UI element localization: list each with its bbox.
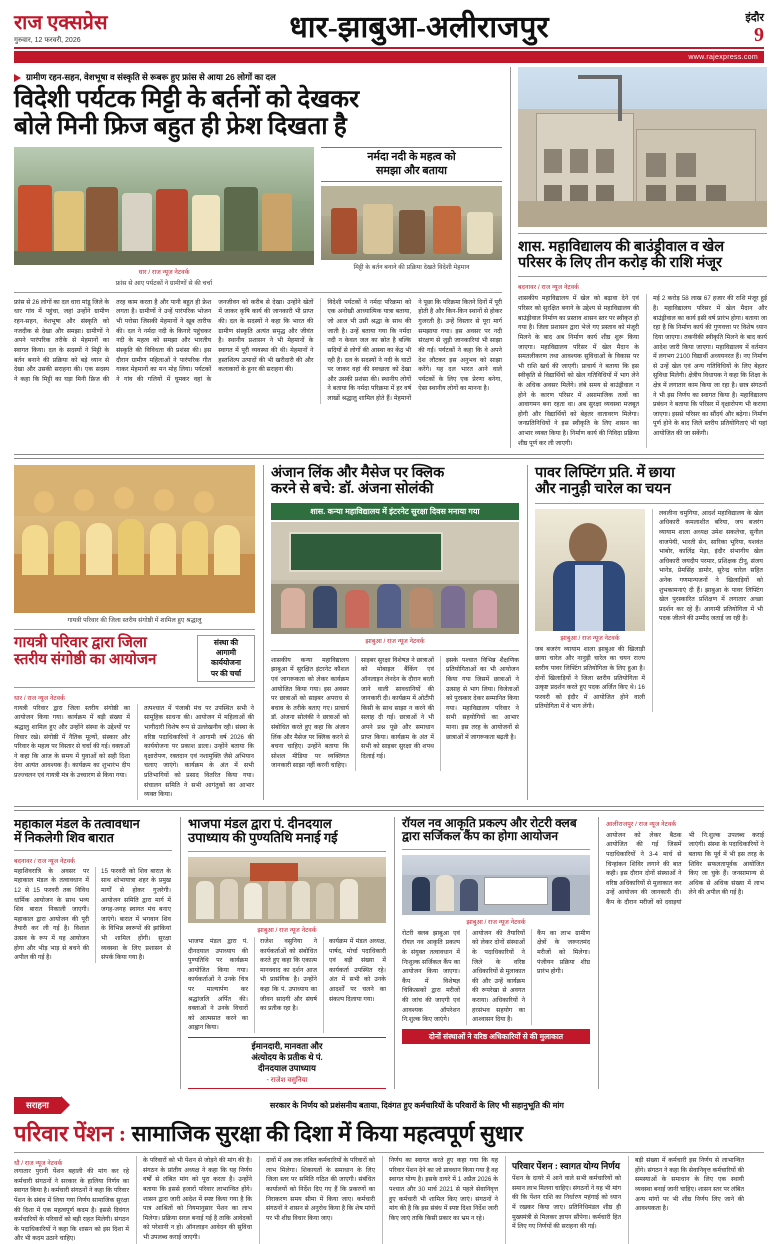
gayatri-headline-line2: स्तरीय संगोष्ठी का आयोजन [14,652,157,669]
bjp-quote-attrib: - राजेश वसुनिया [266,1077,308,1085]
powerlifting-story [527,465,764,800]
rotary-photo [402,855,590,915]
gayatri-story [14,465,255,800]
logo-date: गुरुवार, 12 फरवरी, 2026 [14,37,81,44]
edition-city: इंदौर [745,12,764,24]
lead-headline-line1: विदेशी पर्यटक मिट्टी के बर्तनों को देखकर [14,86,360,113]
feature-body-col2: के परिवारों को भी पेंशन से जोड़ने की मांग की है। संगठन के प्रांतीय अध्यक्ष ने कहा कि यह निर्णय वर्षों से लंबित मांग को पूरा करता है। उन्होंने बताया कि इससे हजारों परिवार लाभान्वित होंगे। शासन द्वारा जारी आदेश में स्पष्ट किया गया है कि पात्र आश्रितों को नियमानुसार पेंशन का लाभ मिलेगा। प्रक्रिया सरल बनाई गई है ताकि आवेदकों को परेशानी न हो। ऑनलाइन आवेदन की सुविधा भी उपलब्ध कराई जाएगी। [143,1157,252,1242]
lead-kicker-text: ग्रामीण रहन-सहन, वेशभूषा व संस्कृति से रूबरू हुए फ्रांस से आया 26 लोगों का दल [26,72,276,82]
shiv-body-col1: महाशिवरात्रि के अवसर पर महाकाल मंडल के तत्वावधान में 12 से 15 फरवरी तक विविध धार्मिक आयोजन के साथ भव्य शिव बारात निकाली जाएगी। महाकाल द्वारा आयोजन की पूरी तैयारी कर ली गई है। विशाल उत्सव के रूप में यह आयोजन होगा और भीड़ भाड़ से बचने की अपील की गई है। [14,867,89,962]
gayatri-headline-line1: गायत्री परिवार द्वारा जिला [14,635,147,652]
college-story [510,67,767,448]
rotary-body-col2: आयोजन की तैयारियों को लेकर दोनों संस्थाओं के पदाधिकारियों ने जिले के वरिष्ठ अधिकारियों से मुलाकात की और उन्हें कार्यक्रम की रूपरेखा से अवगत कराया। अधिकारियों ने हरसंभव सहयोग का आश्वासन दिया है। [472,929,525,1024]
feature-headline-black: सामाजिक सुरक्षा की दिशा में किया महत्वपूर्ण सुधार [131,1121,524,1147]
top-section [14,67,767,448]
edition-title: धार-झाबुआ-अलीराजपुर [289,11,549,44]
cyber-headline-line2: करने से बचे: डॉ. अंजना सोलंकी [270,481,434,498]
alirajpur-dateline: आलीराजपुर / राज न्यूज नेटवर्क [606,820,677,828]
logo-title: राज एक्सप्रेस [14,12,108,34]
rotary-redcap-l3: मुलाकात [539,1031,564,1041]
lead-photo-1-credit: धार / राज न्यूज नेटवर्क [138,268,190,276]
gayatri-box-l4: पर की चर्चा [210,668,242,678]
website-bar [14,51,764,63]
bjp-quote-l2: अंत्योदय के प्रतीक थे पं. [251,1052,323,1063]
college-body-col1: शासकीय महाविद्यालय में खेल को बढ़ावा देने एवं परिसर को सुरक्षित बनाने के उद्देश्य से महाविद्यालय की बाउंड्रीवाल निर्माण का प्रस्ताव शासन स्तर पर स्वीकृत हो गया है। जिला प्रशासन द्वारा भेजे गए प्रस्ताव को मंजूरी मिलने के बाद अब निर्माण कार्य शीघ्र शुरू किया जाएगा। महाविद्यालय परिसर में खेल मैदान के समतलीकरण तथा आवश्यक सुविधाओं के विकास पर भी राशि खर्च की जाएगी। प्राचार्य ने बताया कि इस स्वीकृति से विद्यार्थियों को खेल गतिविधियों में भाग लेने के अधिक अवसर मिलेंगे। लंबे समय से बाउंड्रीवाल न होने के कारण परिसर में असामाजिक तत्वों का आवागमन बना रहता था। अब सुरक्षा व्यवस्था मजबूत होगी और विद्यार्थियों को बेहतर वातावरण मिलेगा। जनप्रतिनिधियों ने इस स्वीकृति के लिए शासन का आभार व्यक्त किया है। निर्माण कार्य की निविदा प्रक्रिया शीघ्र पूर्ण कर ली जाएगी। [518,295,639,447]
lead-body-text: फ्रांस से 26 लोगों का दल धारा मांडू जिले के धार गांव में पहुंचा, जहां उन्होंने ग्रामीण रहन-सहन, वेशभूषा और संस्कृति को नजदीक से देखा और समझा। ग्रामीणों ने अपने पारंपरिक तरीके से मेहमानों का स्वागत किया। दल के सदस्यों ने मिट्टी के बर्तन बनाने की प्रक्रिया को बड़े ध्यान से देखा और उसकी सराहना की। एक सदस्य ने कहा कि मिट्टी का घड़ा मिनी फ्रिज की तरह काम करता है और पानी बहुत ही फ्रेश लगता है। ग्रामीणों ने उन्हें पारंपरिक भोजन भी परोसा जिसकी मेहमानों ने खूब तारीफ की। दल ने नर्मदा नदी के किनारे पहुंचकर नदी के महत्व को समझा और भारतीय संस्कृति की विविधता की प्रशंसा की। इस दौरान ग्रामीण महिलाओं ने पारंपरिक गीत गाकर मेहमानों का मन मोह लिया। पर्यटकों ने गांव की गलियों में घूमकर वहां के जनजीवन को करीब से देखा। उन्होंने खेतों में जाकर कृषि कार्य की जानकारी भी प्राप्त की। दल के सदस्यों ने कहा कि भारत की ग्रामीण संस्कृति अत्यंत समृद्ध और जीवंत है। स्थानीय प्रशासन ने भी मेहमानों के स्वागत में पूरी व्यवस्था की थी। मेहमानों ने हस्तशिल्प उत्पादों की भी खरीदारी की और कलाकारों के हुनर की सराहना की। [14,298,314,383]
rotary-redcap-l1: दोनों संस्थाओं ने वरिष्ठ [428,1031,488,1041]
power-headline-line2: और नानुड़ी चारेल का चयन [534,481,671,498]
bjp-quote-l3: दीनदयाल उपाध्याय [258,1063,316,1074]
power-body-col2: लवलीना चमुगिया, आदर्श महाविद्यालय के खेल अधिकारी कमलाशीत बरिया, जय बजरंग व्यायाम शाला अध्यक्ष उमेश सकलेचा, सुनील वाजपेयी, भारती सेन, सारिका भूरिया, यशवंत भाबोर, कालिंद्र मेड़ा, इंदौर संभागीय खेल अधिकारी जयदीप परमार, प्रशिक्षक टीनू, संजय भानेड, प्रेमसिंह डामोर, सुरेन्द्र चारेल सहित अनेक गणमान्यजनों ने खिलाड़ियों को शुभकामनाएं दी हैं। झाबुआ के पावर लिफ्टिंग खेल पुरस्कारित प्रशिक्षण में लगातार अच्छा प्रदर्शन कर रहे हैं। आगामी प्रतियोगिता में भी पदक जीतने की उम्मीद जताई जा रही है। [658,509,763,623]
lead-headline-line2: बोले मिनी फ्रिज बहुत ही फ्रेश दिखता है [14,113,347,141]
power-athlete-photo [535,509,645,631]
rotary-headline-line1: रॉयल नव आकृति प्रकल्प और रोटरी क्लब [402,815,577,830]
lead-sidebox-text: विदेशी पर्यटकों ने नर्मदा परिक्रमा को एक अनोखी आध्यात्मिक यात्रा बताया, जो आज भी उसी श्रद्धा के साथ की जाती है। उन्हें बताया गया कि नर्मदा नदी न केवल जल का स्रोत है बल्कि सदियों से लोगों की आस्था का केंद्र भी रही है। दल के सदस्यों ने नदी के घाटों पर जाकर वहां की स्वच्छता को देखा और उसकी प्रशंसा की। स्थानीय लोगों ने बताया कि नर्मदा परिक्रमा में हर वर्ष लाखों श्रद्धालु शामिल होते हैं। मेहमानों ने पूछा कि परिक्रमा कितने दिनों में पूरी होती है और किन-किन स्थानों से होकर गुजरती है। उन्हें विस्तार से पूरा मार्ग समझाया गया। इस अवसर पर नदी संरक्षण से जुड़ी जानकारियां भी साझा की गईं। पर्यटकों ने कहा कि वे अपने देश लौटकर इस अनुभव को साझा करेंगे। यह दल भारत आने वाले पर्यटकों के लिए एक प्रेरणा बनेगा, ऐसा स्थानीय लोगों का मानना है। [327,298,502,402]
college-body-col2: मई 2 करोड़ 58 लाख 67 हजार की राशि मंजूर हुई है। महाविद्यालय परिसर में खेल मैदान और बाउंड्रीवाल का कार्य इसी वर्ष प्रारंभ होगा। बताया जा रहा है कि निर्माण कार्य की गुणवत्ता पर विशेष ध्यान दिया जाएगा। तकनीकी स्वीकृति मिलने के बाद कार्य आदेश जारी किया जाएगा। महाविद्यालय में वर्तमान में लगभग 2100 विद्यार्थी अध्ययनरत हैं। नए निर्माण से उन्हें खेल एवं अन्य गतिविधियों के लिए बेहतर सुविधा मिलेगी। क्षेत्रीय विधायक ने कहा कि शिक्षा के क्षेत्र में लगातार काम किया जा रहा है। छात्र संगठनों ने भी इस निर्णय का स्वागत किया है। महाविद्यालय प्रबंधन ने बताया कि परिसर में वृक्षारोपण भी कराया जाएगा। इससे परिसर का सौंदर्य और बढ़ेगा। निर्माण पूर्ण होने के बाद जिले स्तरीय प्रतियोगिताएं भी यहां आयोजित की जा सकेंगी। [653,295,767,437]
feature-headline-red: परिवार पेंशन : [14,1121,127,1147]
cyber-photo [271,522,519,634]
feature-tag: सराहना [14,1097,61,1114]
middle-section [14,465,764,800]
gayatri-side-box [197,635,255,682]
lead-kicker [14,72,502,83]
gayatri-photo-caption: गायत्री परिवार की जिला स्तरीय संगोष्ठी में शामिल हुए श्रद्धालु [67,617,202,625]
lead-photo-2-caption: मिट्टी के बर्तन बनाने की प्रक्रिया देखते विदेशी मेहमान [353,264,470,272]
bjp-quote-box [188,1037,386,1089]
feature-body-col6: बड़ी संख्या में कर्मचारी इस निर्णय से लाभान्वित होंगे। संगठन ने कहा कि सेवानिवृत्त कर्मचारियों की समस्याओं के समाधान के लिए एक स्थायी व्यवस्था बनाई जानी चाहिए। शासन स्तर पर लंबित अन्य मांगों पर भी शीघ्र निर्णय लिए जाने की आवश्यकता है। [635,1157,744,1213]
sidebox-head-l1: नर्मदा नदी के महत्व को [367,150,456,163]
masthead [14,10,764,49]
feature-body-col1: लगातार पुरानी पेंशन बहाली की मांग कर रहे कर्मचारी संगठनों ने सरकार के हालिया निर्णय का स्वागत किया है। कर्मचारी संगठनों ने कहा कि परिवार पेंशन के संबंध में लिया गया निर्णय सामाजिक सुरक्षा की दिशा में एक महत्वपूर्ण कदम है। इससे दिवंगत कर्मचारियों के परिवारों को बड़ी राहत मिलेगी। संगठन के पदाधिकारियों ने कहा कि शासन को इस दिशा में और भी कदम उठाने चाहिए। [14,1168,129,1243]
gayatri-body-col1: गायत्री परिवार द्वारा जिला स्तरीय संगोष्ठी का आयोजन किया गया। कार्यक्रम में बड़ी संख्या में श्रद्धालु शामिल हुए और उन्होंने संस्था के उद्देश्यों पर विचार रखे। संगोष्ठी में नैतिक मूल्यों, संस्कार और परिवार के महत्व पर विस्तार से चर्चा की गई। वक्ताओं ने कहा कि आज के समय में युवाओं को सही दिशा देना अत्यंत आवश्यक है। कार्यक्रम का शुभारंभ दीप प्रज्ज्वलन एवं गायत्री मंत्र के उच्चारण से किया गया। [14,704,130,779]
alirajpur-story [598,817,764,1089]
college-headline-line2: परिसर के लिए तीन करोड़ की राशि मंजूर [518,255,722,272]
tag-arrow-icon [61,1096,70,1114]
rotary-photo-credit: झाबुआ / राज न्यूज नेटवर्क [466,918,526,926]
lead-photo-1 [14,147,314,265]
feature-body-col5: पेंशन के दायरे में आने वाले सभी कर्मचारियों को समान लाभ मिलना चाहिए। संगठनों ने यह भी मांग की कि पेंशन राशि का निर्धारण महंगाई को ध्यान में रखकर किया जाए। प्रतिनिधिमंडल शीघ्र ही मुख्यमंत्री से मिलकर ज्ञापन सौंपेगा। कर्मचारी हित में लिए गए निर्णयों की सराहना की गई। [512,1175,621,1231]
cyber-body-col1: शासकीय कन्या महाविद्यालय झाबुआ में सुरक्षित इंटरनेट कौशल एवं जागरूकता को लेकर कार्यक्रम आयोजित किया गया। इस अवसर पर छात्राओं को साइबर अपराध से बचाव के तरीके बताए गए। प्राचार्य डॉ. अंजना सोलंकी ने छात्राओं को संबोधित करते हुए कहा कि अंजान लिंक और मैसेज पर क्लिक करने से बचना चाहिए। उन्होंने बताया कि सोशल मीडिया पर व्यक्तिगत जानकारी साझा नहीं करनी चाहिए। [270,656,349,770]
bjp-headline-line2: उपाध्याय की पुण्यतिथि मनाई गई [188,830,338,846]
bjp-photo [188,857,386,923]
gayatri-body-col2: तत्पश्चात में पंजाबी मंच पर उपस्थित सभी ने सामूहिक साधना की। आयोजन में महिलाओं की भागीदारी विशेष रूप से उल्लेखनीय रही। संस्था के वरिष्ठ पदाधिकारियों ने आगामी वर्ष 2026 की कार्ययोजना पर प्रकाश डाला। उन्होंने बताया कि वृक्षारोपण, रक्तदान एवं नशामुक्ति जैसे अभियान चलाए जाएंगे। कार्यक्रम के अंत में सभी प्रतिभागियों को प्रसाद वितरित किया गया। संचालन समिति ने सभी आगंतुकों का आभार व्यक्त किया। [144,704,254,799]
power-photo-credit: झाबुआ / राज न्यूज नेटवर्क [560,634,620,642]
feature-kicker-text: सरकार के निर्णय को प्रशंसनीय बताया, दिवंगत हुए कर्मचारियों के परिवारों के लिए भी सहानुभूति की मांग [269,1100,564,1110]
rotary-body-col3: कैंप का लाभ ग्रामीण क्षेत्रों के जरूरतमंद मरीजों को मिलेगा। पंजीयन प्रक्रिया शीघ्र प्रारंभ होगी। [537,929,590,976]
rotary-red-caption [402,1029,590,1044]
shiv-barat-story [14,817,172,1089]
cyber-green-strip: शास. कन्या महाविद्यालय में इंटरनेट सुरक्षा दिवस मनाया गया [271,503,519,520]
feature-headline [14,1118,764,1148]
feature-body-col3: दावों में अब तक लंबित कर्मचारियों के परिवारों को लाभ मिलेगा। शिकायतों के समाधान के लिए जिला स्तर पर समिति गठित की जाएगी। संबंधित कार्यालयों को निर्देश दिए गए हैं कि प्रकरणों का निराकरण समय सीमा में किया जाए। कर्मचारी संगठनों ने शासन से अनुरोध किया है कि शेष मांगों पर भी शीघ्र विचार किया जाए। [266,1157,375,1222]
website-url: www.rajexpress.com [688,53,758,61]
page-number: 9 [754,24,764,46]
bjp-story [180,817,386,1089]
gayatri-box-l1: संस्था की [213,638,239,648]
bjp-body-col1: भाजपा मंडल द्वारा पं. दीनदयाल उपाध्याय की पुण्यतिथि पर कार्यक्रम आयोजित किया गया। कार्यकर्ताओं ने उनके चित्र पर माल्यार्पण कर श्रद्धांजलि अर्पित की। वक्ताओं ने उनके विचारों को आत्मसात करने का आह्वान किया। [188,937,248,1032]
cyber-headline-line1: अंजान लिंक और मैसेज पर क्लिक [270,465,445,482]
cyber-body-col3: इसके पश्चात विभिन्न शैक्षणिक प्रतियोगिताओं का भी आयोजन किया गया जिसमें छात्राओं ने उत्साह से भाग लिया। विजेताओं को पुरस्कार देकर सम्मानित किया गया। महाविद्यालय परिवार ने सभी सहयोगियों का आभार माना। इस तरह के आयोजनों से छात्राओं में जागरूकता बढ़ती है। [445,656,519,741]
sidebox-head [321,147,502,183]
lead-photo-1-caption: फ्रांस से आए पर्यटकों ने ग्रामीणों से की चर्चा [115,279,213,287]
alirajpur-body: आयोजन को लेकर बैठक आयोजित की गई जिसमें पदाधिकारियों ने 3-4 मार्च से चिन्हांकन शिविर लगाने की बात कही। इस दौरान दोनों संस्थाओं ने वरिष्ठ अधिकारियों से मुलाकात कर उन्हें आयोजन की जानकारी दी। कैंप के दौरान मरीजों को दवाइयां भी नि:शुल्क उपलब्ध कराई जाएंगी। संस्था के पदाधिकारियों ने बताया कि पूर्व में भी इस तरह के शिविर सफलतापूर्वक आयोजित किए जा चुके हैं। जनसामान्य से अधिक से अधिक संख्या में लाभ लेने की अपील की गई है। [606,831,764,907]
cyber-body-col2: साइबर सुरक्षा विशेषज्ञ ने छात्राओं को मोबाइल बैंकिंग एवं ऑनलाइन लेनदेन के दौरान बरती जाने वाली सावधानियों की जानकारी दी। कार्यक्रम में ओटीपी किसी के साथ साझा न करने की सलाह दी गई। छात्राओं ने भी अपने प्रश्न पूछे और समाधान प्राप्त किया। कार्यक्रम के अंत में सभी को साइबर सुरक्षा की शपथ दिलाई गई। [360,656,434,760]
lead-photo-column [14,147,314,287]
gayatri-dateline: धार / राज न्यूज नेटवर्क [14,694,65,702]
lead-photo-2 [321,186,502,260]
page-marker [654,10,764,45]
rotary-body-col1: रोटरी क्लब झाबुआ एवं रॉयल नव आकृति प्रकल्प के संयुक्त तत्वावधान में निःशुल्क सर्जिकल कैंप का आयोजन किया जाएगा। कैंप में विशेषज्ञ चिकित्सकों द्वारा मरीजों की जांच की जाएगी एवं आवश्यक ऑपरेशन नि:शुल्क किए जाएंगे। [402,929,460,1024]
cyber-story [263,465,519,800]
power-body-col1: जब बजरंग व्यायाम शाला झाबुआ की खिलाड़ी छाया चारेल और नानुड़ी चारेल का चयन राज्य स्तरीय पावर लिफ्टिंग प्रतियोगिता के लिए हुआ है। दोनों खिलाड़ियों ने जिला स्तरीय प्रतियोगिता में उत्कृष्ट प्रदर्शन करते हुए पदक अर्जित किए थे। 16 फरवरी को इंदौर में आयोजित होने वाली प्रतियोगिता में वे भाग लेंगी। [534,645,645,711]
college-dateline: बदनावर / राज न्यूज नेटवर्क [518,284,579,292]
publication-logo [14,13,184,45]
lead-sidebox [321,147,502,287]
bjp-body-col3: कार्यक्रम में मंडल अध्यक्ष, पार्षद, मोर्चा पदाधिकारी एवं बड़ी संख्या में कार्यकर्ता उपस्थित रहे। अंत में सभी को उनके आदर्शों पर चलने का संकल्प दिलाया गया। [329,937,386,1003]
rotary-headline-line2: द्वारा सर्जिकल कैंप का होगा आयोजन [402,829,559,844]
college-headline-line1: शास. महाविद्यालय की बाउंड्रीवाल व खेल [518,239,725,255]
feature-subhead: परिवार पेंशन : स्वागत योग्य निर्णय [512,1161,621,1172]
shiv-body-col2: 15 फरवरी को शिव बारात के साथ शोभायात्रा शहर के प्रमुख मार्गों से होकर गुजरेगी। आयोजन समिति द्वारा मार्ग में जगह-जगह स्वागत मंच बनाए जाएंगे। बारात में भगवान शिव के विभिन्न स्वरूपों की झांकियां भी शामिल होंगी। सुरक्षा व्यवस्था के लिए प्रशासन से संपर्क किया गया है। [101,867,171,962]
triangle-bullet-icon [14,74,21,82]
bjp-headline-line1: भाजपा मंडल द्वारा पं. दीनदयाल [188,815,332,831]
college-building-photo [518,67,767,227]
power-headline-line1: पावर लिफ्टिंग प्रति. में छाया [534,465,675,482]
bjp-quote-l1: ईमानदारी, मानवता और [251,1041,323,1051]
lead-story [14,67,502,448]
cyber-photo-credit: झाबुआ / राज न्यूज नेटवर्क [365,637,425,645]
sidebox-head-l2: समझा और बताया [375,164,448,177]
feature-dateline: धौ / राज न्यूज नेटवर्क [14,1160,63,1168]
bjp-photo-credit: झाबुआ / राज न्यूज नेटवर्क [257,926,317,934]
shiv-headline-line2: में निकलेगी शिव बारात [14,830,114,845]
shiv-headline-line1: महाकाल मंडल के तत्वावधान [14,816,140,831]
bjp-body-col2: राजेश वसुनिया ने कार्यकर्ताओं को संबोधित करते हुए कहा कि एकात्म मानववाद का दर्शन आज भी प्रासंगिक है। उन्होंने कहा कि पं. उपाध्याय का जीवन सादगी और संघर्ष का प्रतीक रहा है। [260,937,317,1013]
rotary-camp-story [394,817,590,1089]
feature-kicker-bar [14,1096,764,1114]
feature-body-col4: निर्णय का स्वागत करते हुए कहा गया कि यह परिवार पेंशन देने का जो प्रावधान किया गया है वह स्वागत योग्य है। इसके दायरे में 1 अप्रैल 2026 के पश्चात और 30 मार्च 2021 से पहले सेवानिवृत्त हुए कर्मचारी भी शामिल किए जाएं। संगठनों ने मांग की है कि इस संबंध में स्पष्ट दिशा निर्देश जारी किए जाएं ताकि किसी प्रकार का भ्रम न रहे। [389,1157,498,1222]
rotary-redcap-l2: अधिकारियों से की [489,1031,538,1041]
shiv-dateline: बदनावर / राज न्यूज नेटवर्क [14,857,75,865]
gayatri-box-l3: कार्ययोजना [210,658,241,668]
gayatri-box-l2: आगामी [215,648,237,658]
bottom-news-row [14,817,764,1089]
gayatri-photo [14,465,255,613]
